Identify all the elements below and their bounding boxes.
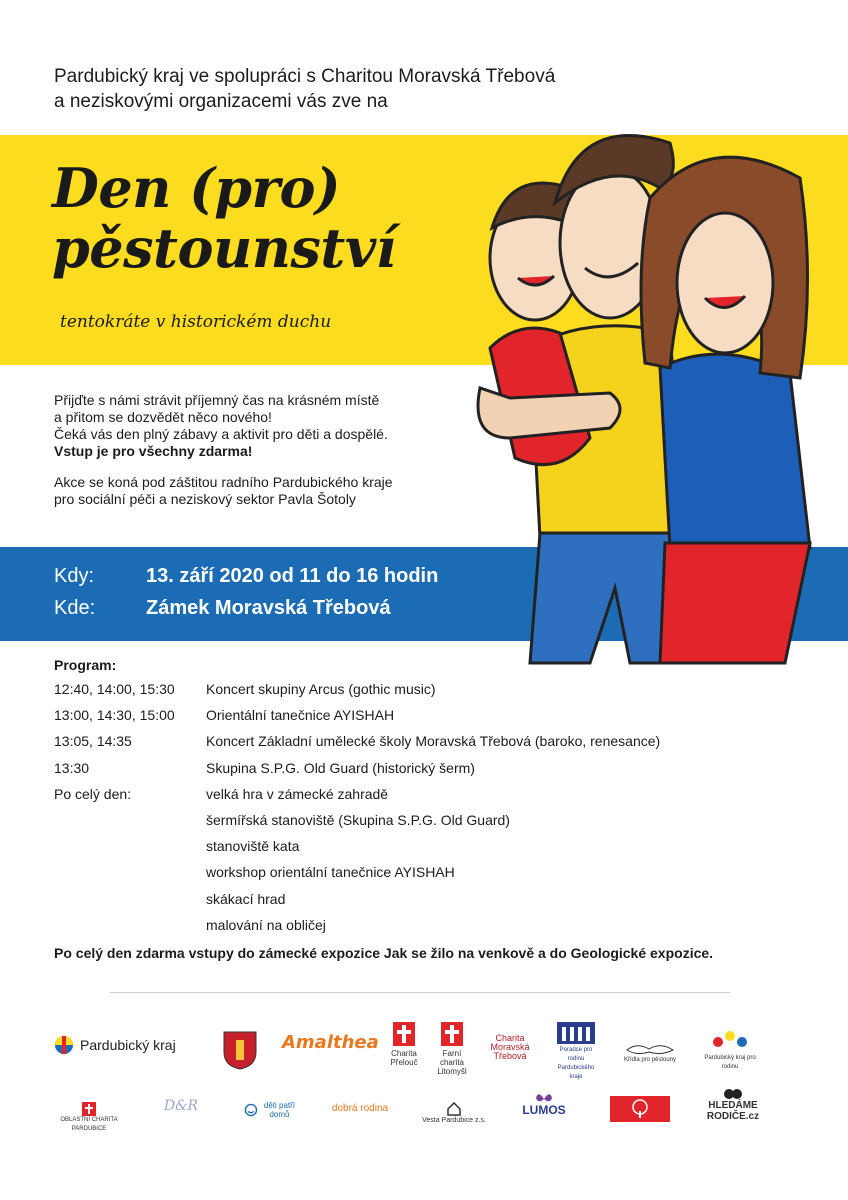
free-entry-note: Vstup je pro všechny zdarma! — [54, 443, 253, 459]
farni-charita-logo: Farní charita Litomyšl — [432, 1022, 472, 1076]
house-icon — [446, 1102, 462, 1116]
intro-line-1: Pardubický kraj ve spolupráci s Charitou Moravská Třebová — [54, 66, 556, 87]
program-activity: workshop orientální tanečnice AYISHAH — [206, 864, 455, 881]
program-footer: Po celý den zdarma vstupy do zámecké expozice Jak se žilo na venkově a do Geologické expozice. — [54, 945, 714, 961]
lumos-logo: LUMOS — [518, 1092, 570, 1115]
desc-line: pro sociální péči a neziskový sektor Pavla Šotoly — [54, 491, 356, 507]
program-activity: stanoviště kata — [206, 838, 300, 855]
pardubicky-kraj-logo: Pardubický kraj — [54, 1034, 176, 1056]
when-label: Kdy: — [54, 565, 95, 587]
program-activity: skákací hrad — [206, 890, 286, 907]
program-title: Program: — [54, 657, 117, 673]
poradce-pro-rodinu-logo: Poradce pro rodinu Pardubického kraje — [556, 1022, 596, 1082]
amalthea-logo: Amalthea — [282, 1032, 379, 1053]
program-activity: šermířská stanoviště (Skupina S.P.G. Old Guard) — [206, 811, 510, 828]
faces-icon — [723, 1088, 743, 1100]
charita-cross-icon — [393, 1022, 415, 1046]
family-circles-icon — [710, 1028, 750, 1054]
program-time: 12:40, 14:00, 15:30 — [54, 681, 175, 697]
program-row — [54, 733, 814, 759]
program-row — [54, 864, 814, 890]
desc-line: a přitom se dozvědět něco nového! — [54, 409, 272, 425]
event-subtitle: tentokráte v historickém duchu — [60, 312, 332, 332]
smile-icon — [244, 1100, 258, 1120]
program-activity: velká hra v zámecké zahradě — [206, 785, 389, 802]
desc-line: Čeká vás den plný zábavy a aktivit pro děti a dospělé. — [54, 426, 388, 442]
program-activity: Orientální tanečnice AYISHAH — [206, 707, 395, 724]
family-figures-icon — [557, 1022, 595, 1044]
program-row — [54, 838, 814, 864]
vesta-logo: Vesta Pardubice z.s. — [422, 1102, 486, 1125]
intro-text — [54, 64, 614, 114]
family-illustration — [470, 118, 820, 668]
divider — [110, 992, 730, 993]
charita-mt-logo: Charita Moravská Třebová — [490, 1033, 530, 1061]
program-row — [54, 681, 814, 707]
program-time: 13:00, 14:30, 15:00 — [54, 707, 175, 724]
program-row — [54, 786, 814, 812]
program-time: Po celý den: — [54, 785, 132, 802]
where-value: Zámek Moravská Třebová — [146, 597, 391, 619]
pardubicky-kraj-pro-rodinu-logo: Pardubický kraj pro rodinu — [702, 1028, 758, 1072]
oblastni-charita-logo: OBLASTNÍ CHARITA PARDUBICE — [54, 1102, 124, 1134]
hledame-rodice-logo: HLEDÁME RODIČE.cz — [708, 1088, 758, 1122]
wings-icon — [625, 1042, 675, 1056]
dr-logo: D&R — [163, 1098, 199, 1114]
event-title — [52, 158, 396, 278]
desc-line: Akce se koná pod záštitou radního Pardubického kraje — [54, 474, 393, 490]
event-description — [54, 392, 474, 508]
town-coat-of-arms-logo — [222, 1030, 258, 1070]
intro-line-2: a neziskovými organizacemi vás zve na — [54, 91, 388, 112]
program-row — [54, 760, 814, 786]
program-row — [54, 917, 814, 943]
program-activity: malování na obličej — [206, 916, 326, 933]
charita-cross-icon — [441, 1022, 463, 1046]
program-activity: Koncert Základní umělecké školy Moravská Třebová (baroko, renesance) — [206, 733, 661, 750]
tree-icon — [627, 1099, 653, 1119]
deti-patri-domu-logo: děti patří domů — [244, 1100, 298, 1120]
where-label: Kde: — [54, 597, 96, 619]
program-row — [54, 891, 814, 917]
program-time: 13:05, 14:35 — [54, 733, 132, 750]
when-value: 13. září 2020 od 11 do 16 hodin — [146, 565, 439, 587]
program-activity: Koncert skupiny Arcus (gothic music) — [206, 681, 436, 697]
title-line-1: Den (pro) — [52, 156, 341, 220]
kridla-pro-pestouny-logo: Křídla pro pěstouny — [620, 1042, 680, 1065]
program-row — [54, 812, 814, 838]
coat-of-arms-icon — [222, 1030, 258, 1070]
kraj-emblem-icon — [54, 1035, 74, 1055]
dobra-rodina-logo: dobrá rodina — [331, 1103, 389, 1114]
desc-line: Přijďte s námi strávit příjemný čas na krásném místě — [54, 392, 380, 408]
title-line-2: pěstounství — [52, 216, 396, 280]
charita-cross-icon — [82, 1102, 96, 1116]
program-row — [54, 707, 814, 733]
charita-prelouc-logo: Charita Přelouč — [388, 1022, 420, 1067]
tree-logo — [610, 1096, 670, 1122]
program-section — [54, 657, 814, 943]
program-time: 13:30 — [54, 759, 90, 776]
program-activity: Skupina S.P.G. Old Guard (historický šerm) — [206, 759, 475, 776]
